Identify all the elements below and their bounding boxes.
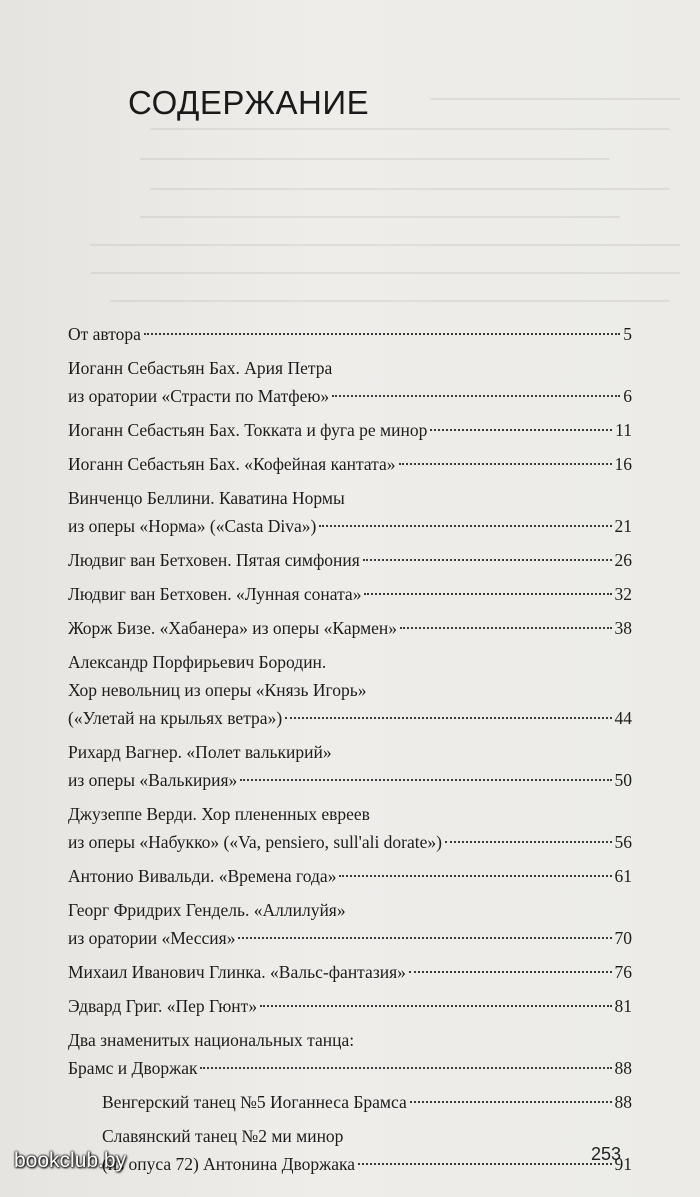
toc-entry-title: Людвиг ван Бетховен. «Лунная соната» [68,584,362,604]
toc-entry-title: От автора [68,324,141,344]
toc-entry-row [68,416,632,444]
toc-entry-title: Михаил Иванович Глинка. «Вальс-фантазия» [68,962,406,982]
toc-entry [68,862,632,890]
dot-leader [260,1005,611,1007]
toc-page-number: 11 [615,420,632,440]
dot-leader [400,627,611,629]
toc-entry-line: Георг Фридрих Гендель. «Аллилуйя» [68,900,346,920]
table-of-contents [68,320,632,1184]
toc-entry [68,800,632,856]
watermark: bookclub.by [14,1149,127,1172]
toc-page-number: 26 [614,550,632,570]
toc-page-number: 70 [614,928,632,948]
toc-entry-title: из оперы «Валькирия» [68,770,238,790]
toc-entry-row [68,614,632,642]
toc-entry-row [68,320,632,348]
toc-page-number: 5 [623,324,632,344]
toc-entry [68,648,632,732]
toc-entry-title: Брамс и Дворжак [68,1058,198,1078]
toc-entry [68,354,632,410]
dot-leader [319,525,611,527]
toc-entry-row [68,766,632,794]
toc-entry-row [68,382,632,410]
dot-leader [399,463,612,465]
dot-leader [410,1101,612,1103]
toc-entry-title: Эдвард Григ. «Пер Гюнт» [68,996,258,1016]
toc-page-number: 50 [614,770,632,790]
toc-entry [68,896,632,952]
toc-page-number: 16 [614,454,632,474]
toc-entry-row [68,862,632,890]
toc-entry [68,614,632,642]
toc-entry-line: Иоганн Себастьян Бах. Ария Петра [68,358,333,378]
toc-page-number: 6 [623,386,632,406]
toc-entry [68,1088,632,1116]
dot-leader [200,1067,611,1069]
spine-shadow [8,960,38,1050]
dot-leader [240,779,611,781]
dot-leader [144,333,620,335]
toc-entry-title: Жорж Бизе. «Хабанера» из оперы «Кармен» [68,618,398,638]
toc-entry [68,738,632,794]
toc-page-number: 81 [614,996,632,1016]
toc-page-number: 44 [614,708,632,728]
toc-entry-title: Венгерский танец №5 Иоганнеса Брамса [102,1092,407,1112]
toc-entry-title: (из опуса 72) Антонина Дворжака [102,1154,356,1174]
toc-entry-line: Рихард Вагнер. «Полет валькирий» [68,742,332,762]
toc-entry-line: Александр Порфирьевич Бородин. [68,652,327,672]
toc-page-number: 38 [614,618,632,638]
toc-page-number: 21 [614,516,632,536]
toc-entry-line: Джузеппе Верди. Хор плененных евреев [68,804,370,824]
toc-entry-title: из оратории «Мессия» [68,928,236,948]
page-number: 253 [591,1144,622,1164]
toc-page-number: 91 [614,1154,632,1174]
toc-entry-row [68,704,632,732]
toc-entry-row [68,1054,632,1082]
toc-entry-title: Иоганн Себастьян Бах. Токката и фуга ре минор [68,420,428,440]
toc-entry-title: из оперы «Набукко» («Va, pensiero, sull'ali dorate») [68,832,442,852]
toc-entry [68,450,632,478]
toc-entry [68,580,632,608]
dot-leader [238,937,611,939]
dot-leader [285,717,611,719]
dot-leader [358,1163,611,1165]
toc-entry [68,992,632,1020]
toc-entry [68,416,632,444]
toc-entry-title: Антонио Вивальди. «Времена года» [68,866,337,886]
toc-entry-row [68,958,632,986]
toc-entry-row [102,1150,632,1178]
toc-page-number: 56 [614,832,632,852]
toc-entry-title: Иоганн Себастьян Бах. «Кофейная кантата» [68,454,396,474]
toc-page-number: 76 [614,962,632,982]
toc-page-number: 61 [614,866,632,886]
toc-entry [68,1122,632,1178]
toc-entry [68,484,632,540]
toc-entry-title: («Улетай на крыльях ветра») [68,708,283,728]
toc-entry-line: Винченцо Беллини. Каватина Нормы [68,488,345,508]
toc-entry [68,1026,632,1082]
page-title: СОДЕРЖАНИЕ [128,84,370,121]
toc-page-number: 88 [614,1092,632,1112]
toc-entry-line: Хор невольниц из оперы «Князь Игорь» [68,680,367,700]
toc-entry [68,320,632,348]
toc-page-number: 88 [614,1058,632,1078]
toc-entry [68,958,632,986]
toc-entry-row [68,924,632,952]
toc-entry-line: Славянский танец №2 ми минор [102,1126,344,1146]
dot-leader [445,841,612,843]
toc-entry-row [102,1088,632,1116]
toc-entry-row [68,450,632,478]
dot-leader [332,395,620,397]
toc-entry-row [68,992,632,1020]
toc-entry-title: из оратории «Страсти по Матфею» [68,386,330,406]
dot-leader [409,971,612,973]
dot-leader [339,875,611,877]
dot-leader [363,559,612,561]
toc-entry [68,546,632,574]
toc-entry-row [68,512,632,540]
dot-leader [430,429,612,431]
toc-entry-title: из оперы «Норма» («Casta Diva») [68,516,317,536]
toc-entry-title: Людвиг ван Бетховен. Пятая симфония [68,550,360,570]
toc-entry-line: Два знаменитых национальных танца: [68,1030,355,1050]
dot-leader [364,593,611,595]
toc-entry-row [68,580,632,608]
toc-entry-row [68,828,632,856]
toc-page-number: 32 [614,584,632,604]
toc-entry-row [68,546,632,574]
